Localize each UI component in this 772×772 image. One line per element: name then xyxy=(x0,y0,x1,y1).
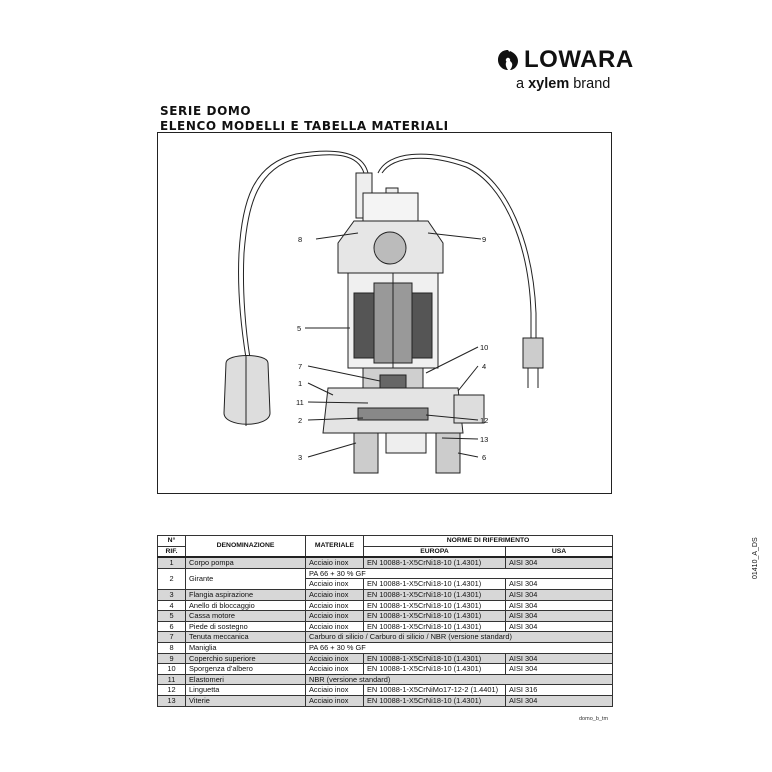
pump-cross-section-svg xyxy=(158,133,613,495)
table-row: 11 Elastomeri NBR (versione standard) xyxy=(158,674,613,685)
header-rif: RIF. xyxy=(158,546,186,557)
callout-1: 1 xyxy=(298,379,303,388)
table-row: 6 Piede di sostegno Acciaio inox EN 10088-1-X5CrNi18-10 (1.4301) AISI 304 xyxy=(158,621,613,632)
table-ref-code: domo_b_tm xyxy=(579,716,609,722)
lowara-logo xyxy=(496,46,634,96)
header-num: N° xyxy=(158,536,186,547)
drawing-code: 01410_A_DS xyxy=(752,537,759,579)
callout-13: 13 xyxy=(480,435,489,444)
callout-6: 6 xyxy=(482,453,487,462)
table-row: 5 Cassa motore Acciaio inox EN 10088-1-X5CrNi18-10 (1.4301) AISI 304 xyxy=(158,611,613,622)
callout-3: 3 xyxy=(298,453,303,462)
table-row: 4 Anello di bloccaggio Acciaio inox EN 10088-1-X5CrNi18-10 (1.4301) AISI 304 xyxy=(158,600,613,611)
series-title: SERIE DOMO xyxy=(160,104,252,118)
brand-name: LOWARA xyxy=(524,46,634,73)
header-denominazione: DENOMINAZIONE xyxy=(186,536,306,558)
table-row: 8 Maniglia PA 66 + 30 % GF xyxy=(158,642,613,653)
table-row: 10 Sporgenza d'albero Acciaio inox EN 10088-1-X5CrNi18-10 (1.4301) AISI 304 xyxy=(158,664,613,675)
callout-8: 8 xyxy=(298,235,303,244)
table-row: 3 Flangia aspirazione Acciaio inox EN 10088-1-X5CrNi18-10 (1.4301) AISI 304 xyxy=(158,589,613,600)
header-europa: EUROPA xyxy=(364,546,506,557)
table-row: 2 Girante PA 66 + 30 % GF xyxy=(158,568,613,579)
materials-table xyxy=(157,535,613,707)
callout-9: 9 xyxy=(482,235,487,244)
list-title: ELENCO MODELLI E TABELLA MATERIALI xyxy=(160,119,449,133)
callout-12: 12 xyxy=(480,416,489,425)
brand-tagline: a xylem brand xyxy=(516,76,611,92)
table-row: 1 Corpo pompa Acciaio inox EN 10088-1-X5CrNi18-10 (1.4301) AISI 304 xyxy=(158,557,613,568)
lowara-mark-icon xyxy=(496,48,520,72)
callout-2: 2 xyxy=(298,416,303,425)
table-row: Acciaio inox EN 10088-1-X5CrNi18-10 (1.4301) AISI 304 xyxy=(158,579,613,590)
table-row: 13 Viterie Acciaio inox EN 10088-1-X5CrNi18-10 (1.4301) AISI 304 xyxy=(158,695,613,706)
header-materiale: MATERIALE xyxy=(306,536,364,558)
table-row: 9 Coperchio superiore Acciaio inox EN 10088-1-X5CrNi18-10 (1.4301) AISI 304 xyxy=(158,653,613,664)
callout-4: 4 xyxy=(482,362,487,371)
callout-11: 11 xyxy=(296,398,304,407)
table-row: 7 Tenuta meccanica Carburo di silicio / Carburo di silicio / NBR (versione standard) xyxy=(158,632,613,643)
callout-7: 7 xyxy=(298,362,303,371)
header-usa: USA xyxy=(506,546,613,557)
callout-5: 5 xyxy=(297,324,302,333)
callout-10: 10 xyxy=(480,343,489,352)
table-row: 12 Linguetta Acciaio inox EN 10088-1-X5CrNiMo17-12-2 (1.4401) AISI 316 xyxy=(158,685,613,696)
header-norme: NORME DI RIFERIMENTO xyxy=(364,536,613,547)
